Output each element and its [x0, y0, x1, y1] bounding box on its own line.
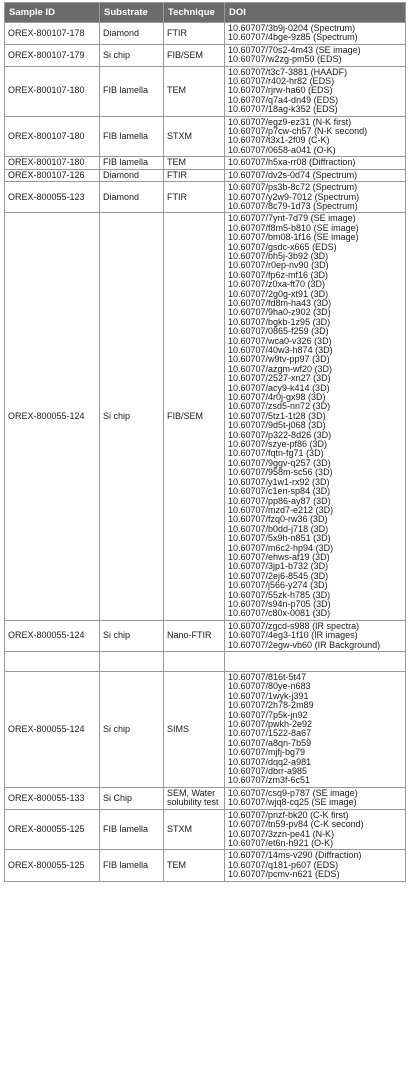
doi-cell	[225, 182, 406, 213]
doi-link[interactable]: 10.60707/s94n-p705 (3D)	[228, 598, 331, 609]
technique-cell: TEM	[164, 850, 225, 881]
sample-id-cell: OREX-800107-180	[5, 157, 100, 169]
doi-link[interactable]: 10.60707/bgkb-1z95 (3D)	[228, 316, 331, 327]
doi-link[interactable]: 10.60707/tn59-pv84 (C-K second)	[228, 819, 364, 830]
doi-link[interactable]: 10.60707/mzd7-e212 (3D)	[228, 504, 334, 515]
doi-link[interactable]: 10.60707/mjfj-bg79	[228, 747, 306, 758]
doi-link[interactable]: 10.60707/4eg3-1f10 (IR images)	[228, 630, 358, 641]
sample-id-cell: OREX-800055-123	[5, 182, 100, 213]
table-row	[5, 169, 406, 181]
doi-link[interactable]: 10.60707/ehws-af19 (3D)	[228, 551, 330, 562]
substrate-cell: Si chip	[100, 672, 164, 788]
sample-id-cell: OREX-800107-180	[5, 66, 100, 116]
doi-link[interactable]: 10.60707/5x9h-n851 (3D)	[228, 533, 331, 544]
doi-link[interactable]: 10.60707/r402-hr82 (EDS)	[228, 76, 335, 87]
substrate-cell: Si chip	[100, 213, 164, 620]
doi-link[interactable]: 10.60707/egz9-ez31 (N-K first)	[228, 116, 352, 127]
technique-cell: Nano-FTIR	[164, 620, 225, 651]
doi-link[interactable]: 10.60707/zgcd-s988 (IR spectra)	[228, 620, 360, 631]
doi-link[interactable]: 10.60707/y1w1-rx92 (3D)	[228, 476, 330, 487]
doi-link[interactable]: 10.60707/4bge-9z85 (Spectrum)	[228, 32, 358, 43]
doi-cell	[225, 809, 406, 850]
doi-cell	[225, 169, 406, 181]
doi-link[interactable]: 10.60707/f8m5-b810 (SE image)	[228, 222, 359, 233]
doi-cell	[225, 652, 406, 672]
technique-cell: TEM	[164, 66, 225, 116]
doi-link[interactable]: 10.60707/c1en-sp84 (3D)	[228, 486, 331, 497]
header-substrate: Substrate	[100, 3, 164, 23]
substrate-cell: FIB lamella	[100, 66, 164, 116]
sample-id-cell: OREX-800107-179	[5, 44, 100, 66]
sample-id-cell: OREX-800055-124	[5, 213, 100, 620]
doi-link[interactable]: 10.60707/fqtn-fg71 (3D)	[228, 448, 324, 459]
doi-link[interactable]: 10.60707/t3x1-2f09 (C-K)	[228, 135, 330, 146]
sample-id-cell: OREX-800107-178	[5, 23, 100, 45]
substrate-cell: FIB lamella	[100, 157, 164, 169]
doi-link[interactable]: 10.60707/b0dd-j718 (3D)	[228, 523, 329, 534]
doi-link[interactable]: 10.60707/szye-pf86 (3D)	[228, 439, 328, 450]
doi-link[interactable]: 10.60707/4r0j-gx98 (3D)	[228, 392, 326, 403]
sample-id-cell: OREX-800107-126	[5, 169, 100, 181]
doi-link[interactable]: 10.60707/csq9-p787 (SE image)	[228, 787, 358, 798]
doi-link[interactable]: 10.60707/z0xa-ft70 (3D)	[228, 279, 326, 290]
doi-link[interactable]: 10.60707/3b9j-0204 (Spectrum)	[228, 23, 356, 33]
doi-link[interactable]: 10.60707/0865-f259 (3D)	[228, 326, 329, 337]
table-row	[5, 809, 406, 850]
doi-link[interactable]: 10.60707/azgm-wf20 (3D)	[228, 363, 333, 374]
sample-id-cell	[5, 652, 100, 672]
doi-link[interactable]: 10.60707/wca0-v326 (3D)	[228, 335, 332, 346]
doi-link[interactable]: 10.60707/2527-xn27 (3D)	[228, 373, 331, 384]
doi-link[interactable]: 10.60707/40w3-h874 (3D)	[228, 345, 333, 355]
doi-link[interactable]: 10.60707/14ms-v290 (Diffraction)	[228, 850, 362, 861]
doi-link[interactable]: 10.60707/fzq0-rw36 (3D)	[228, 514, 328, 525]
technique-cell: FTIR	[164, 23, 225, 45]
doi-link[interactable]: 10.60707/2egw-vb60 (IR Background)	[228, 639, 381, 650]
sample-id-cell: OREX-800055-125	[5, 809, 100, 850]
doi-link[interactable]: 10.60707/80ye-n683	[228, 681, 311, 692]
doi-cell	[225, 213, 406, 620]
technique-cell: STXM	[164, 809, 225, 850]
header-row	[5, 3, 406, 23]
technique-cell: FTIR	[164, 182, 225, 213]
doi-cell	[225, 850, 406, 881]
doi-link[interactable]: 10.60707/8c79-1d73 (Spectrum)	[228, 200, 358, 211]
substrate-cell: Si chip	[100, 44, 164, 66]
table-row	[5, 672, 406, 788]
table-row	[5, 850, 406, 881]
doi-link[interactable]: 10.60707/pcmv-n621 (EDS)	[228, 869, 340, 880]
substrate-cell	[100, 652, 164, 672]
doi-link[interactable]: 10.60707/pwkh-2e92	[228, 719, 313, 730]
doi-cell	[225, 157, 406, 169]
technique-cell: FIB/SEM	[164, 44, 225, 66]
doi-cell	[225, 66, 406, 116]
doi-link[interactable]: 10.60707/dv2s-0d74 (Spectrum)	[228, 169, 358, 180]
doi-link[interactable]: 10.60707/1wyk-j391	[228, 690, 309, 701]
doi-link[interactable]: 10.60707/0658-a041 (O-K)	[228, 144, 336, 155]
doi-cell	[225, 787, 406, 809]
substrate-cell: FIB lamella	[100, 116, 164, 157]
sample-id-cell: OREX-800055-133	[5, 787, 100, 809]
substrate-cell: FIB lamella	[100, 809, 164, 850]
doi-link[interactable]: 10.60707/ps3b-8c72 (Spectrum)	[228, 182, 358, 193]
table-row	[5, 652, 406, 672]
technique-cell: SIMS	[164, 672, 225, 788]
header-technique: Technique	[164, 3, 225, 23]
doi-link[interactable]: 10.60707/et6n-h921 (O-K)	[228, 837, 334, 848]
doi-link[interactable]: 10.60707/18ag-k352 (EDS)	[228, 104, 338, 115]
doi-link[interactable]: 10.60707/3jp1-b732 (3D)	[228, 561, 329, 572]
technique-cell: STXM	[164, 116, 225, 157]
sample-id-cell: OREX-800055-124	[5, 672, 100, 788]
doi-link[interactable]: 10.60707/rjrw-ha60 (EDS)	[228, 85, 333, 96]
doi-link[interactable]: 10.60707/fd8m-ha43 (3D)	[228, 297, 332, 308]
doi-link[interactable]: 10.60707/a8qn-7b59	[228, 737, 312, 748]
doi-link[interactable]: 10.60707/fp6z-mf16 (3D)	[228, 269, 329, 280]
doi-link[interactable]: 10.60707/2h78-2m89	[228, 700, 314, 711]
doi-link[interactable]: 10.60707/w9tv-pp97 (3D)	[228, 354, 330, 365]
doi-link[interactable]: 10.60707/wjq8-cq25 (SE image)	[228, 797, 357, 808]
doi-link[interactable]: 10.60707/zsd5-nn72 (3D)	[228, 401, 331, 412]
table-row	[5, 620, 406, 651]
substrate-cell: Diamond	[100, 23, 164, 45]
header-doi: DOI	[225, 3, 406, 23]
doi-link[interactable]: 10.60707/bm08-1f16 (SE image)	[228, 232, 359, 243]
doi-link[interactable]: 10.60707/7p5k-jn92	[228, 709, 308, 720]
doi-link[interactable]: 10.60707/dqq2-a981	[228, 756, 312, 767]
table-body	[5, 23, 406, 882]
doi-link[interactable]: 10.60707/p322-8d26 (3D)	[228, 429, 332, 440]
doi-link[interactable]: 10.60707/9ha0-z902 (3D)	[228, 307, 331, 318]
doi-link[interactable]: 10.60707/dbrr-a985	[228, 766, 308, 777]
table-row	[5, 182, 406, 213]
doi-link[interactable]: 10.60707/9d5t-j068 (3D)	[228, 420, 326, 431]
substrate-cell: FIB lamella	[100, 850, 164, 881]
sample-id-cell: OREX-800055-125	[5, 850, 100, 881]
technique-cell: SEM, Water solubility test	[164, 787, 225, 809]
technique-cell: FIB/SEM	[164, 213, 225, 620]
table-row	[5, 23, 406, 45]
doi-cell	[225, 116, 406, 157]
table-header	[5, 3, 406, 23]
doi-link[interactable]: 10.60707/r0ep-nv90 (3D)	[228, 260, 329, 271]
doi-link[interactable]: 10.60707/m6c2-hp94 (3D)	[228, 542, 334, 553]
doi-link[interactable]: 10.60707/3zzn-pe41 (N-K)	[228, 828, 335, 839]
doi-link[interactable]: 10.60707/5tz1-1t28 (3D)	[228, 410, 326, 421]
doi-link[interactable]: 10.60707/55zk-h785 (3D)	[228, 589, 331, 600]
table-row	[5, 157, 406, 169]
substrate-cell: Si Chip	[100, 787, 164, 809]
technique-cell: TEM	[164, 157, 225, 169]
doi-link[interactable]: 10.60707/bh5j-3b92 (3D)	[228, 250, 329, 261]
doi-cell	[225, 44, 406, 66]
doi-link[interactable]: 10.60707/j566-y274 (3D)	[228, 580, 328, 591]
substrate-cell: Diamond	[100, 169, 164, 181]
doi-link[interactable]: 10.60707/q181-p607 (EDS)	[228, 859, 339, 870]
substrate-cell: Si chip	[100, 620, 164, 651]
technique-cell	[164, 652, 225, 672]
doi-link[interactable]: 10.60707/1522-8a67	[228, 728, 312, 739]
doi-link[interactable]: 10.60707/zm3f-6c51	[228, 775, 311, 786]
table-row	[5, 44, 406, 66]
doi-link[interactable]: 10.60707/9ggv-q257 (3D)	[228, 457, 331, 468]
doi-link[interactable]: 10.60707/w2zg-pm50 (EDS)	[228, 54, 342, 65]
doi-link[interactable]: 10.60707/t3c7-3881 (HAADF)	[228, 66, 348, 77]
doi-cell	[225, 23, 406, 45]
doi-link[interactable]: 10.60707/c80x-0081 (3D)	[228, 608, 331, 619]
technique-cell: FTIR	[164, 169, 225, 181]
doi-link[interactable]: 10.60707/y2w9-7012 (Spectrum)	[228, 191, 360, 202]
doi-link[interactable]: 10.60707/pnzf-bk20 (C-K first)	[228, 809, 349, 820]
doi-cell	[225, 620, 406, 651]
sample-id-cell: OREX-800107-180	[5, 116, 100, 157]
doi-link[interactable]: 10.60707/70s2-4m43 (SE image)	[228, 44, 361, 55]
doi-link[interactable]: 10.60707/2g0g-xt91 (3D)	[228, 288, 329, 299]
doi-link[interactable]: 10.60707/q7a4-dn49 (EDS)	[228, 94, 339, 105]
doi-link[interactable]: 10.60707/gsdc-x665 (EDS)	[228, 241, 337, 252]
table-row	[5, 116, 406, 157]
doi-link[interactable]: 10.60707/7ynt-7d79 (SE image)	[228, 213, 356, 224]
table-row	[5, 787, 406, 809]
substrate-cell: Diamond	[100, 182, 164, 213]
sample-doi-table	[4, 2, 406, 882]
doi-cell	[225, 672, 406, 788]
table-row	[5, 213, 406, 620]
doi-link[interactable]: 10.60707/2ej6-8545 (3D)	[228, 570, 329, 581]
sample-id-cell: OREX-800055-124	[5, 620, 100, 651]
doi-link[interactable]: 10.60707/958m-sc56 (3D)	[228, 467, 333, 478]
doi-link[interactable]: 10.60707/acy9-k414 (3D)	[228, 382, 330, 393]
doi-link[interactable]: 10.60707/p7cw-ch57 (N-K second)	[228, 126, 368, 137]
header-sample-id: Sample ID	[5, 3, 100, 23]
table-row	[5, 66, 406, 116]
doi-link[interactable]: 10.60707/pp86-ay87 (3D)	[228, 495, 331, 506]
doi-link[interactable]: 10.60707/816t-5t47	[228, 672, 307, 682]
doi-link[interactable]: 10.60707/h5xa-rr08 (Diffraction)	[228, 157, 356, 168]
